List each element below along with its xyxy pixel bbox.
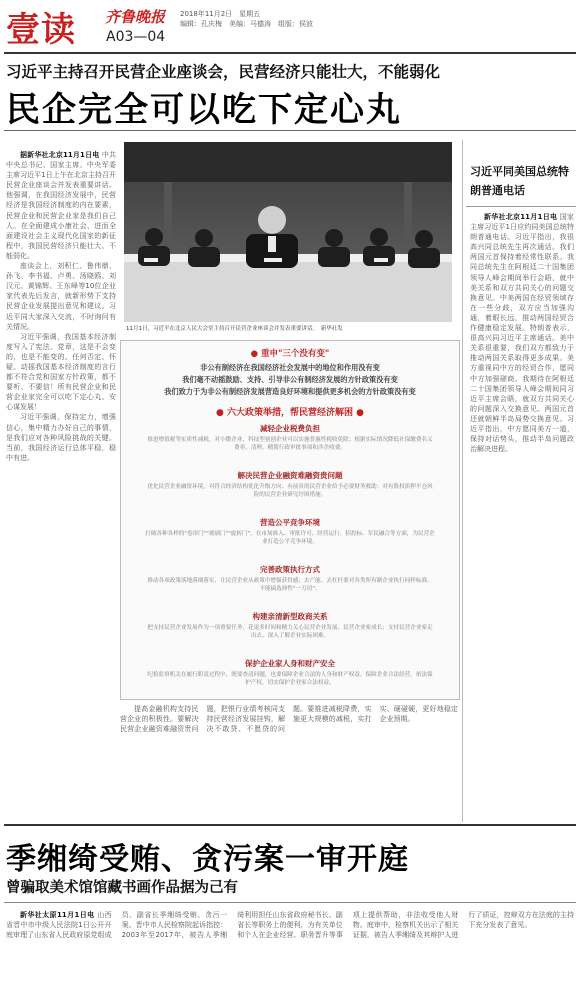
policy-box bbox=[120, 340, 460, 700]
box-line: 我们致力于为非公有制经济发展营造良好环境和提供更多机会的方针政策没有变 bbox=[164, 387, 416, 396]
main-story-column bbox=[6, 150, 116, 822]
measure-text: 纪检监察机关在履行职责过程中，既要查清问题，也要保障企业合法的人身和财产权益，保障企业合法经营，依法保护产权，切实保护企业家合法权益。 bbox=[147, 672, 433, 687]
divider bbox=[4, 130, 576, 131]
box-line: 我们毫不动摇鼓励、支持、引导非公有制经济发展的方针政策没有变 bbox=[182, 375, 398, 384]
box-title: ● 重申"三个没有变" bbox=[250, 349, 330, 359]
newspaper-logo: 齐鲁晚报 bbox=[105, 8, 166, 26]
article-text: 山西省晋中市中级人民法院1日公开开庭审理了山东省人民政府原党组成员、副省长季缃绮受贿、贪污一案。晋中市人民检察院起诉指控：2003年至2017年，被告人季缃绮利用担任山东省政府秘书长、副省长等职务上的便利，为有关单位和个人在企业经营、职务晋升等事项上提供帮助，非法收受他人财物。庭审中，检察机关出示了相关证据，被告人季缃绮及其辩护人进行了质证，控辩双方在法庭的主持下充分发表了意见。 bbox=[6, 911, 574, 940]
masthead bbox=[0, 0, 580, 52]
divider bbox=[4, 824, 576, 826]
divider bbox=[4, 52, 576, 54]
sidebar-column bbox=[470, 212, 574, 822]
measure-text: 推动各项政策落地落细落实，让民营企业从政策中增强获得感；去产能、去杠杆要对各类所有制企业执行同样标准，不能搞选择性"一刀切"。 bbox=[147, 578, 433, 593]
measure-text: 推进增值税等实质性减税，对小微企业、科技型初创企业可以实施普惠性税收免除；根据实际情况降低社保缴费名义费率，清理、精简行政审批事项和涉企收费。 bbox=[147, 437, 433, 452]
measure-title: 营造公平竞争环境 bbox=[260, 518, 320, 527]
photo-caption: 11月1日，习近平在北京人民大会堂主持召开民营企业座谈会并发表重要讲话。 新华社发 bbox=[126, 326, 343, 332]
measure-title: 保护企业家人身和财产安全 bbox=[245, 659, 335, 668]
measure-title: 解决民营企业融资难融资贵问题 bbox=[237, 471, 343, 480]
measure-title: 构建亲清新型政商关系 bbox=[252, 612, 328, 621]
second-story-body bbox=[6, 910, 574, 992]
measure-text: 优化民营企业融资环境，对符合经济结构优化升级方向、有前景的民营企业给予必要财务救助；对有股权质押平仓风险的民营企业研究纾困措施。 bbox=[147, 484, 433, 499]
measure-title: 减轻企业税费负担 bbox=[260, 424, 320, 433]
measure-title: 完善政策执行方式 bbox=[260, 565, 320, 574]
article-text: 提高金融机构支持民营企业的积极性。要解决民营企业融资难融资贵问题，把银行业绩考核同支持民营经济发展挂钩，解决不敢贷、不愿贷的问题。要推进减税降费，实施更大规模的减税，实打实、硬碰硬，更好地稳定企业预期。 bbox=[120, 705, 458, 734]
dateline: 新华社太原11月1日电 bbox=[20, 911, 95, 919]
section-name: 壹读 bbox=[6, 10, 76, 50]
divider bbox=[4, 902, 576, 903]
box-title: ● 六大政策举措，帮民营经济解困 ● bbox=[216, 408, 364, 418]
main-headline: 民企完全可以吃下定心丸 bbox=[6, 90, 402, 130]
kicker-headline: 习近平主持召开民营企业座谈会，民营经济只能壮大，不能弱化 bbox=[6, 63, 441, 81]
column-divider bbox=[462, 140, 463, 822]
article-text: 习近平强调，保持定力，增强信心，集中精力办好自己的事情，是我们应对各种风险挑战的关键。当前，我国经济运行总体平稳，稳中有进。 bbox=[6, 413, 116, 462]
article-text: 座谈会上，刘积仁、鲁伟鼎、孙飞、李书福、卢勇、汤晓鸥、刘汉元、黄锦辉、王东峰等10位企业家代表先后发言，就新形势下支持民营企业发展提出意见和建议。习近平同大家深入交流，不时询问有关情况。 bbox=[6, 262, 116, 331]
second-subheadline: 曾骗取美术馆馆藏书画作品据为己有 bbox=[6, 880, 238, 896]
box-line: 非公有制经济在我国经济社会发展中的地位和作用没有变 bbox=[200, 363, 380, 372]
article-text: 习近平强调，我国基本经济制度写入了宪法、党章，这是不会变的，也是不能变的。任何否定、怀疑、动摇我国基本经济制度的言行都不符合党和国家方针政策，都不要听、不要信！所有民营企业和民营企业家完全可以吃下定心丸、安心谋发展！ bbox=[6, 332, 116, 412]
page-number: A03—04 bbox=[106, 29, 166, 45]
second-headline: 季缃绮受贿、贪污案一审开庭 bbox=[6, 842, 409, 877]
dateline: 据新华社北京11月1日电 bbox=[20, 151, 100, 159]
article-text: 国家主席习近平1日应约同美国总统特朗普通电话。习近平指出，我很高兴同总统先生再次通话。我们两国元首保持着经常性联系。我同总统先生在阿根廷二十国集团领导人峰会期间举行会晤，就中美关系和双方共同关心的问题交换意见。中美两国在经贸领域存在一些分歧，双方应当加强沟通，着眼长远，推动两国经贸合作健康稳定发展。特朗普表示，很高兴同习近平主席通话。美中关系很重要，我们双方都致力于推动两国关系取得更多成果。美方重视同中方的经贸合作，愿同中方加强磋商。我期待在阿根廷二十国集团领导人峰会期间同习近平主席会晤，就双方共同关心的问题深入交换意见。两国元首还就朝鲜半岛局势交换意见。习近平指出，中方愿同美方一道，保持对话势头，推动半岛问题政治解决进程。 bbox=[470, 213, 574, 454]
main-story-continuation bbox=[120, 704, 458, 822]
sidebar-headline: 习近平同美国总统特朗普通电话 bbox=[470, 165, 569, 197]
editor-credits: 编辑：孔庆梅 美编：马德涛 组版：侯波 bbox=[180, 20, 313, 28]
divider bbox=[466, 206, 576, 207]
news-photo bbox=[124, 142, 452, 322]
measure-text: 把支持民营企业发展作为一项重要任务，花更多时间和精力关心民营企业发展、民营企业家成长；支持民营企业家走出去、深入了解企业实际困难。 bbox=[147, 625, 433, 640]
issue-date: 2018年11月2日 星期五 bbox=[180, 10, 261, 18]
dateline: 新华社北京11月1日电 bbox=[484, 213, 558, 221]
article-text: 中共中央总书记、国家主席、中央军委主席习近平1日上午在北京主持召开民营企业座谈会并发表重要讲话。他强调，在我国经济发展中，民营经济是我国经济制度的内在要素，民营企业和民营企业家是我们自己人。在全面建成小康社会、进而全面建设社会主义现代化国家的新征程中，我国民营经济只能壮大、不能弱化。 bbox=[6, 151, 116, 260]
measure-text: 打破各种各样的"卷帘门""玻璃门""旋转门"，在市场准入、审批许可、经营运行、招投标、军民融合等方面，为民营企业打造公平竞争环境。 bbox=[145, 531, 435, 546]
